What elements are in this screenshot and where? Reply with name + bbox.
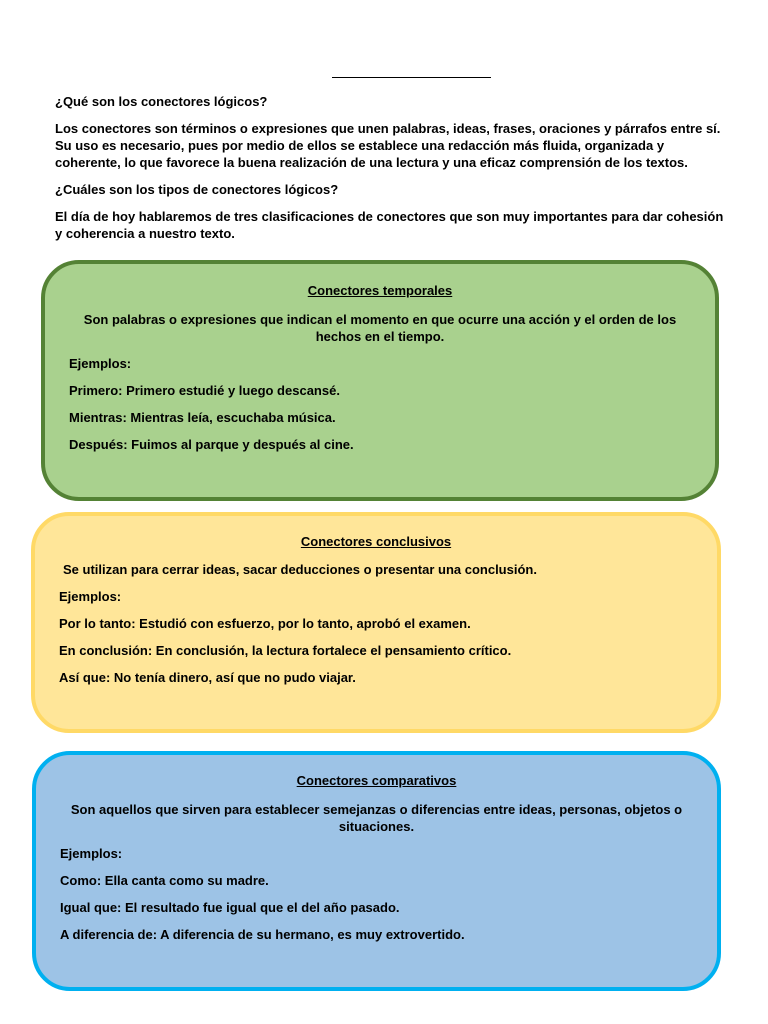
temporales-title: Conectores temporales	[307, 283, 453, 298]
title-underline	[332, 77, 491, 78]
question-what: ¿Qué son los conectores lógicos?	[55, 94, 268, 109]
question-types: ¿Cuáles son los tipos de conectores lógicos?	[55, 182, 339, 197]
conclusivos-definition: Se utilizan para cerrar ideas, sacar deducciones o presentar una conclusión.	[63, 562, 537, 577]
comparativos-title: Conectores comparativos	[296, 773, 457, 788]
box-comparativos	[32, 751, 721, 991]
comparativos-definition: Son aquellos que sirven para establecer semejanzas o diferencias entre ideas, personas, objetos o situaciones.	[70, 802, 683, 834]
temporales-example: Después: Fuimos al parque y después al cine.	[69, 437, 354, 452]
comparativos-example: A diferencia de: A diferencia de su hermano, es muy extrovertido.	[60, 927, 465, 942]
conclusivos-example: En conclusión: En conclusión, la lectura fortalece el pensamiento crítico.	[59, 643, 512, 658]
conclusivos-example: Por lo tanto: Estudió con esfuerzo, por lo tanto, aprobó el examen.	[59, 616, 471, 631]
conclusivos-example: Así que: No tenía dinero, así que no pudo viajar.	[59, 670, 356, 685]
conclusivos-examples-label: Ejemplos:	[59, 589, 122, 604]
temporales-definition: Son palabras o expresiones que indican el momento en que ocurre una acción y el orden de los hechos en el tiempo.	[83, 312, 677, 344]
temporales-example: Mientras: Mientras leía, escuchaba música.	[69, 410, 336, 425]
comparativos-example: Como: Ella canta como su madre.	[60, 873, 269, 888]
types-paragraph: El día de hoy hablaremos de tres clasificaciones de conectores que son muy importantes para dar cohesión y coherencia a nuestro texto.	[55, 209, 724, 241]
box-temporales	[41, 260, 719, 501]
comparativos-examples-label: Ejemplos:	[60, 846, 123, 861]
intro-paragraph: Los conectores son términos o expresiones que unen palabras, ideas, frases, oraciones y párrafos entre sí. Su uso es necesario, pues por medio de ellos se establece una redacción más fluida, organizada y coherente, lo que favorece la buena realización de una lectura y una eficaz comprensión de los textos.	[55, 121, 721, 170]
temporales-example: Primero: Primero estudié y luego descansé.	[69, 383, 340, 398]
temporales-examples-label: Ejemplos:	[69, 356, 132, 371]
box-conclusivos	[31, 512, 721, 733]
conclusivos-title: Conectores conclusivos	[300, 534, 452, 549]
comparativos-example: Igual que: El resultado fue igual que el del año pasado.	[60, 900, 400, 915]
intro-section	[55, 93, 725, 252]
